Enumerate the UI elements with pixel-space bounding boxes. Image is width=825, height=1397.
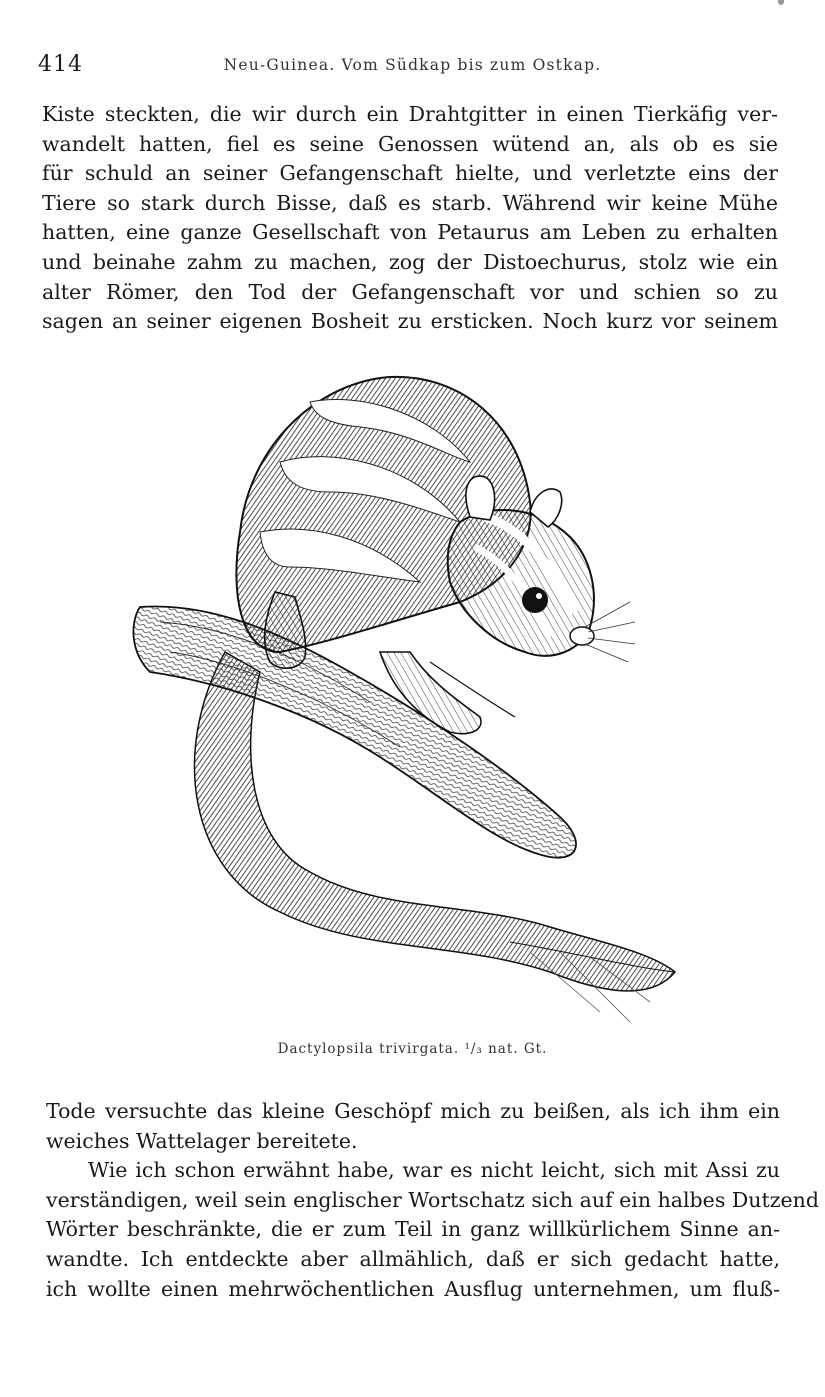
possum-illustration: [130, 352, 690, 1032]
text-line: hatten, eine ganze Gesellschaft von Petaurus am Leben zu erhalten: [42, 220, 778, 245]
text-line: Wörter beschränkte, die er zum Teil in ganz willkürlichem Sinne an-: [46, 1217, 780, 1242]
text-line: weiches Wattelager bereitete.: [46, 1128, 358, 1153]
text-line: Kiste steckten, die wir durch ein Drahtgitter in einen Tierkäfig ver-: [42, 102, 778, 126]
text-line: und beinahe zahm zu machen, zog der Distoechurus, stolz wie ein: [42, 249, 778, 274]
text-line: für schuld an seiner Gefangenschaft hielte, und verletzte eins der: [42, 161, 778, 186]
text-line: sagen an seiner eigenen Bosheit zu ersticken. Noch kurz vor seinem: [42, 309, 778, 334]
page-corner-mark: [778, 0, 784, 5]
bottom-paragraphs: [46, 1097, 819, 1304]
text-line: wandelt hatten, fiel es seine Genossen wütend an, als ob es sie: [42, 131, 778, 156]
text-line: ich wollte einen mehrwöchentlichen Ausflug unternehmen, um fluß-: [46, 1276, 780, 1301]
text-line: Tode versuchte das kleine Geschöpf mich zu beißen, als ich ihm ein: [46, 1099, 780, 1123]
text-line: alter Römer, den Tod der Gefangenschaft vor und schien so zu: [42, 279, 778, 304]
text-line: wandte. Ich entdeckte aber allmählich, daß er sich gedacht hatte,: [46, 1246, 780, 1271]
figure-caption: Dactylopsila trivirgata. ¹/₃ nat. Gt.: [277, 1041, 548, 1057]
running-title: Neu-Guinea. Vom Südkap bis zum Ostkap.: [223, 56, 602, 74]
page-number: 414: [38, 52, 83, 77]
text-line: verständigen, weil sein englischer Wortschatz sich auf ein halbes Dutzend: [46, 1187, 819, 1212]
top-paragraph: [42, 100, 778, 337]
text-line: Tiere so stark durch Bisse, daß es starb. Während wir keine Mühe: [42, 190, 778, 215]
text-line: Wie ich schon erwähnt habe, war es nicht leicht, sich mit Assi zu: [88, 1158, 780, 1183]
